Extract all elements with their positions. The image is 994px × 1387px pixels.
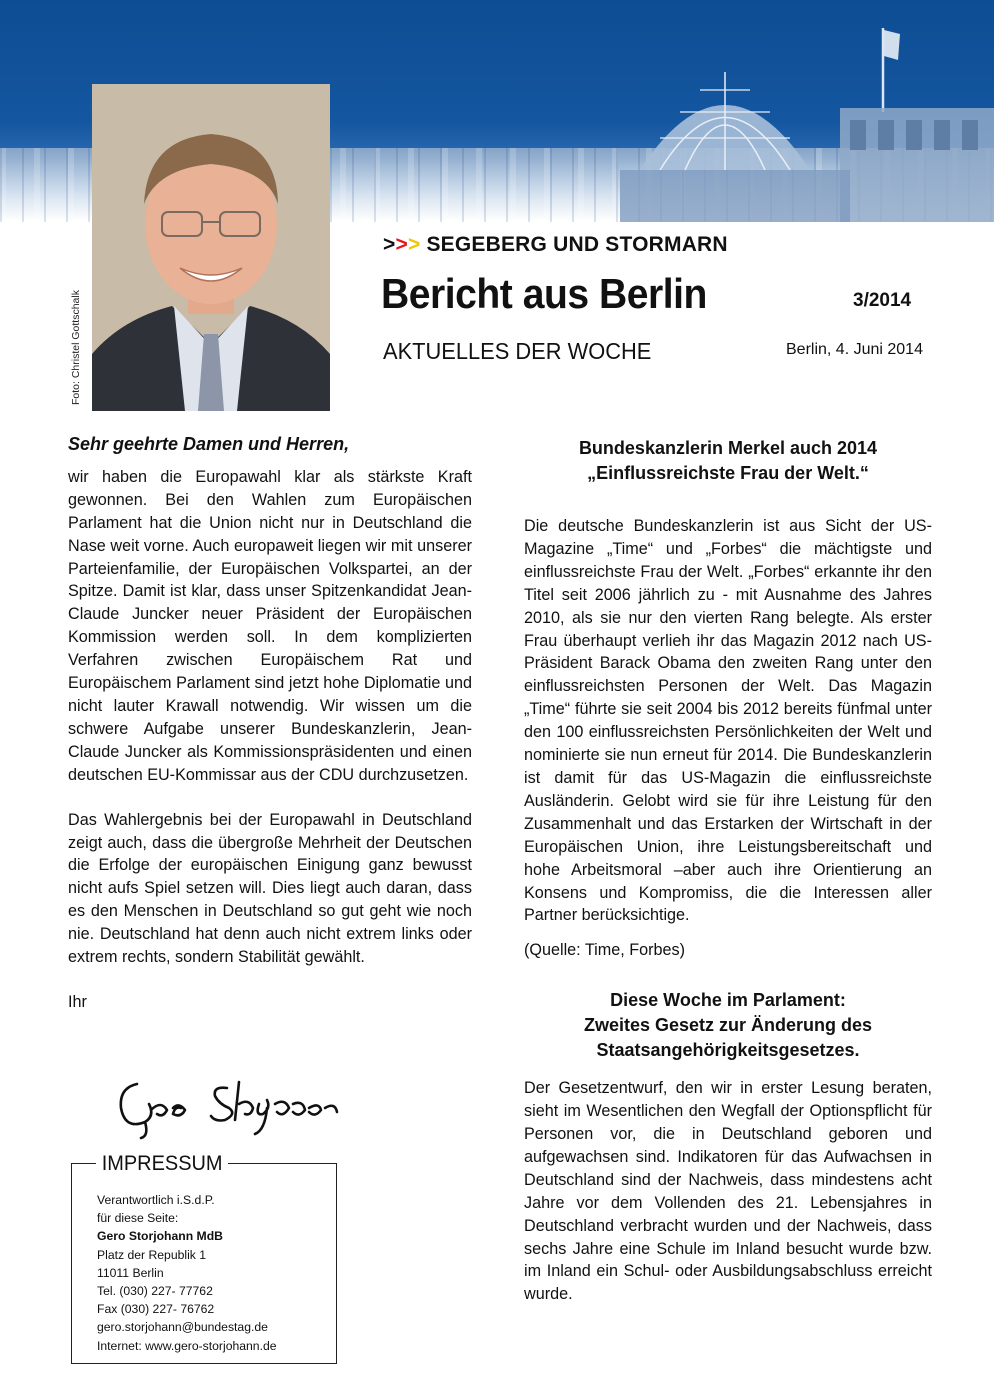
impressum-title: IMPRESSUM [96,1152,228,1176]
impressum-line: für diese Seite: [97,1211,179,1226]
article2-heading-line: Zweites Gesetz zur Änderung des [583,1015,873,1036]
arrow-red-icon: > [395,233,408,256]
kicker-line [383,233,728,257]
signature-image [115,1064,345,1140]
impressum-website: Internet: www.gero-storjohann.de [97,1338,277,1353]
greeting: Sehr geehrte Damen und Herren, [68,434,350,454]
letter-paragraph-1: wir haben die Europawahl klar als stärkste Kraft gewonnen. Bei den Wahlen zum Europäischen Parlament hat die Union nicht nur in Deutschland die Nase weit vorne. Auch europaweit liegen wir mit unserer Parteienfamilie, der Europäischen Volkspartei, an der Spitze. Damit ist klar, dass unser Spitzenkandidat Jean-Claude Juncker neuer Präsident der Europäischen Kommission werden soll. In dem komplizierten Verfahren zwischen Europäischem Rat und Europäischem Parlament sind jetzt hohe Diplomatie und nicht lauter Krawall notwendig. Wir wissen um die schwere Aufgabe unserer Bundeskanzlerin, Jean-Claude Juncker als Kommissionspräsidenten und einen deutschen EU-Kommissar aus der CDU durchzusetzen. [68,467,472,784]
issue-number: 3/2014 [853,290,912,311]
closing: Ihr [68,992,87,1011]
impressum-phone: Tel. (030) 227- 77762 [97,1284,213,1299]
page-title: Bericht aus Berlin [381,270,707,317]
arrow-black-icon: > [383,233,396,256]
article1-heading [524,436,932,486]
region-name: SEGEBERG UND STORMARN [426,233,728,256]
portrait-photo [92,84,330,411]
arrow-yellow-icon: > [407,233,421,256]
photo-credit: Foto: Christel Gottschalk [70,290,82,405]
article2-heading [524,988,932,1063]
impressum-body [97,1191,277,1355]
dateline: Berlin, 4. Juni 2014 [786,341,923,358]
impressum-line: Platz der Republik 1 [97,1247,207,1262]
right-column [524,436,932,1306]
article1-heading-line: Bundeskanzlerin Merkel auch 2014 [578,438,878,458]
page-subtitle: AKTUELLES DER WOCHE [383,338,652,364]
impressum-line: 11011 Berlin [97,1265,164,1280]
article1-heading-line: „Einflussreichste Frau der Welt.“ [587,463,869,483]
article2-body: Der Gesetzentwurf, den wir in erster Lesung beraten, sieht im Wesentlichen den Wegfall der Optionspflicht für Personen vor, die in Deutschland geboren und aufgewachsen sind. Indikatoren für das Aufwachsen in Deutschland sind der Nachweis, dass mindestens acht Jahre vor dem Vollenden des 21. Lebensjahres in Deutschland verbracht wurden und der Nachweis, dass sechs Jahre eine Schule im Inland besucht wurde bzw. im Inland ein Schul- oder Ausbildungsabschluss erreicht wurde. [524,1079,932,1304]
impressum-box [71,1152,337,1364]
article2-heading-line: Staatsangehörigkeitsgesetzes. [596,1040,860,1061]
article1-body: Die deutsche Bundeskanzlerin ist aus Sicht der US-Magazine „Time“ und „Forbes“ die mächtigste und einflussreichste Frau der Welt. „Forbes“ erkannte ihr den Titel seit 2006 jährlich zu - mit Ausnahme des Jahres 2010, als sie nur den vierten Rang belegte. Als erster Frau überhaupt verlieh ihr das Magazin 2012 nach US-Präsident Barack Obama den zweiten Rang unter den einflussreichsten Personen der Welt. Das Magazin „Time“ führte sie seit 2004 bis 2012 bereits fünfmal unter den 100 einflussreichsten Persönlichkeiten der Welt und nominierte sie nun erneut für 2014. Die Bundeskanzlerin ist damit für das US-Magazin die einflussreichste Ausländerin. Gelobt wird sie für ihre Leistung für den Zusammenhalt und das Erstarken der Wirtschaft in der Europäischen Union, ihre Leistungsbereitschaft und hohe Arbeitsmoral –aber auch ihre Orientierung an Konsens und Kompromiss, die die Interessen aller Partner berücksichtige. [524,517,932,925]
reichstag-dome-image [600,20,994,222]
impressum-name: Gero Storjohann MdB [97,1229,223,1244]
left-column [68,433,472,1014]
letter-paragraph-2: Das Wahlergebnis bei der Europawahl in Deutschland zeigt auch, dass die übergroße Mehrheit der Deutschen die Erfolge der europäischen Einigung ganz bewusst nicht aufs Spiel setzen will. Dies liegt auch daran, dass es den Menschen in Deutschland so gut geht wie noch nie. Deutschland hat denn auch nicht extrem links oder extrem rechts, sondern Stabilität gewählt. [68,810,472,967]
portrait-illustration [92,84,330,411]
impressum-line: Verantwortlich i.S.d.P. [97,1193,215,1207]
impressum-email: gero.storjohann@bundestag.de [97,1320,268,1335]
impressum-fax: Fax (030) 227- 76762 [97,1302,215,1317]
article2-heading-line: Diese Woche im Parlament: [610,990,846,1011]
article1-source: (Quelle: Time, Forbes) [524,941,686,960]
